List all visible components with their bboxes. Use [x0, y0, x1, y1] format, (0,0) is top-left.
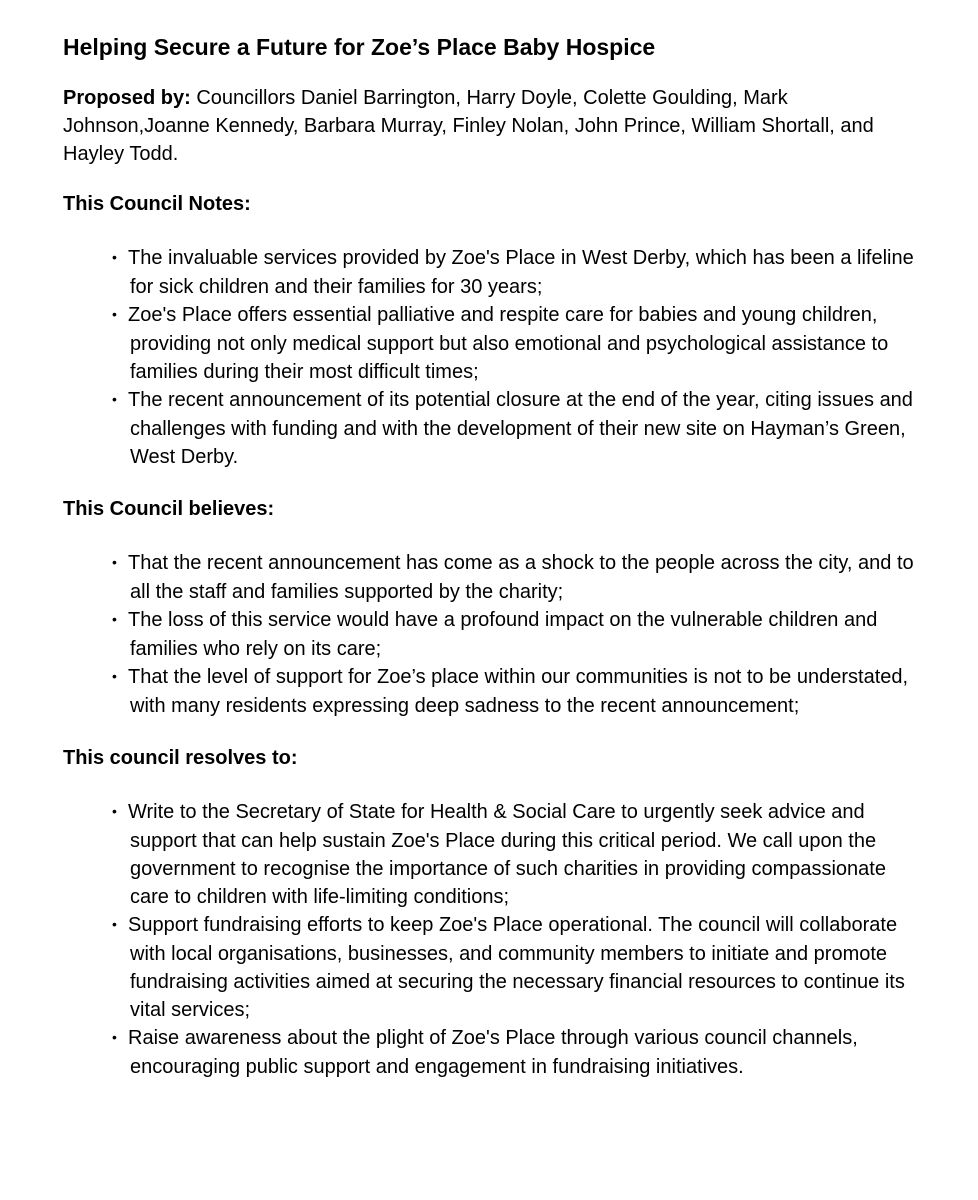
proposed-by-names: Councillors Daniel Barrington, Harry Doyle, Colette Goulding, Mark Johnson,Joanne Kennedy, Barbara Murray, Finley Nolan, John Prince, William Shortall, and Hayley Todd.	[63, 87, 874, 165]
list-item	[63, 549, 926, 606]
bullet-icon: •	[112, 306, 117, 322]
list-item	[63, 386, 926, 471]
section-heading-notes: This Council Notes:	[63, 193, 251, 215]
believes-list	[63, 549, 926, 720]
list-item-text: The loss of this service would have a profound impact on the vulnerable children and families who rely on its care;	[128, 609, 878, 660]
bullet-icon: •	[112, 611, 117, 627]
proposed-by-label: Proposed by:	[63, 87, 191, 109]
list-item	[63, 1024, 926, 1081]
bullet-icon: •	[112, 668, 117, 684]
list-item-text: That the level of support for Zoe’s place within our communities is not to be understated, with many residents expressing deep sadness to the recent announcement;	[128, 666, 909, 717]
list-item-text: That the recent announcement has come as a shock to the people across the city, and to all the staff and families supported by the charity;	[128, 552, 914, 603]
document-title: Helping Secure a Future for Zoe’s Place Baby Hospice	[63, 34, 656, 60]
resolves-list	[63, 798, 926, 1081]
bullet-icon: •	[112, 803, 117, 819]
list-item-text: Raise awareness about the plight of Zoe's Place through various council channels, encouraging public support and engagement in fundraising initiatives.	[128, 1027, 858, 1078]
list-item	[63, 301, 926, 386]
section-heading-believes: This Council believes:	[63, 498, 275, 520]
list-item	[63, 663, 926, 720]
bullet-icon: •	[112, 249, 117, 265]
bullet-icon: •	[112, 1029, 117, 1045]
list-item	[63, 606, 926, 663]
list-item	[63, 798, 926, 911]
list-item-text: Support fundraising efforts to keep Zoe's Place operational. The council will collaborate with local organisations, businesses, and community members to initiate and promote fundraising activities aimed at securing the necessary financial resources to continue its vital services;	[128, 914, 905, 1021]
section-heading-resolves: This council resolves to:	[63, 747, 298, 769]
bullet-icon: •	[112, 916, 117, 932]
list-item-text: Write to the Secretary of State for Health & Social Care to urgently seek advice and support that can help sustain Zoe's Place during this critical period. We call upon the government to recognise the importance of such charities in providing compassionate care to children with life-limiting conditions;	[128, 801, 886, 908]
bullet-icon: •	[112, 554, 117, 570]
list-item-text: Zoe's Place offers essential palliative and respite care for babies and young children, providing not only medical support but also emotional and psychological assistance to families during their most difficult times;	[128, 304, 889, 383]
notes-list	[63, 244, 926, 471]
bullet-icon: •	[112, 391, 117, 407]
list-item	[63, 244, 926, 301]
proposed-by-paragraph	[63, 84, 926, 168]
list-item-text: The recent announcement of its potential closure at the end of the year, citing issues and challenges with funding and with the development of their new site on Hayman’s Green, West Derby.	[128, 389, 913, 468]
list-item	[63, 911, 926, 1024]
list-item-text: The invaluable services provided by Zoe's Place in West Derby, which has been a lifeline for sick children and their families for 30 years;	[128, 247, 914, 298]
